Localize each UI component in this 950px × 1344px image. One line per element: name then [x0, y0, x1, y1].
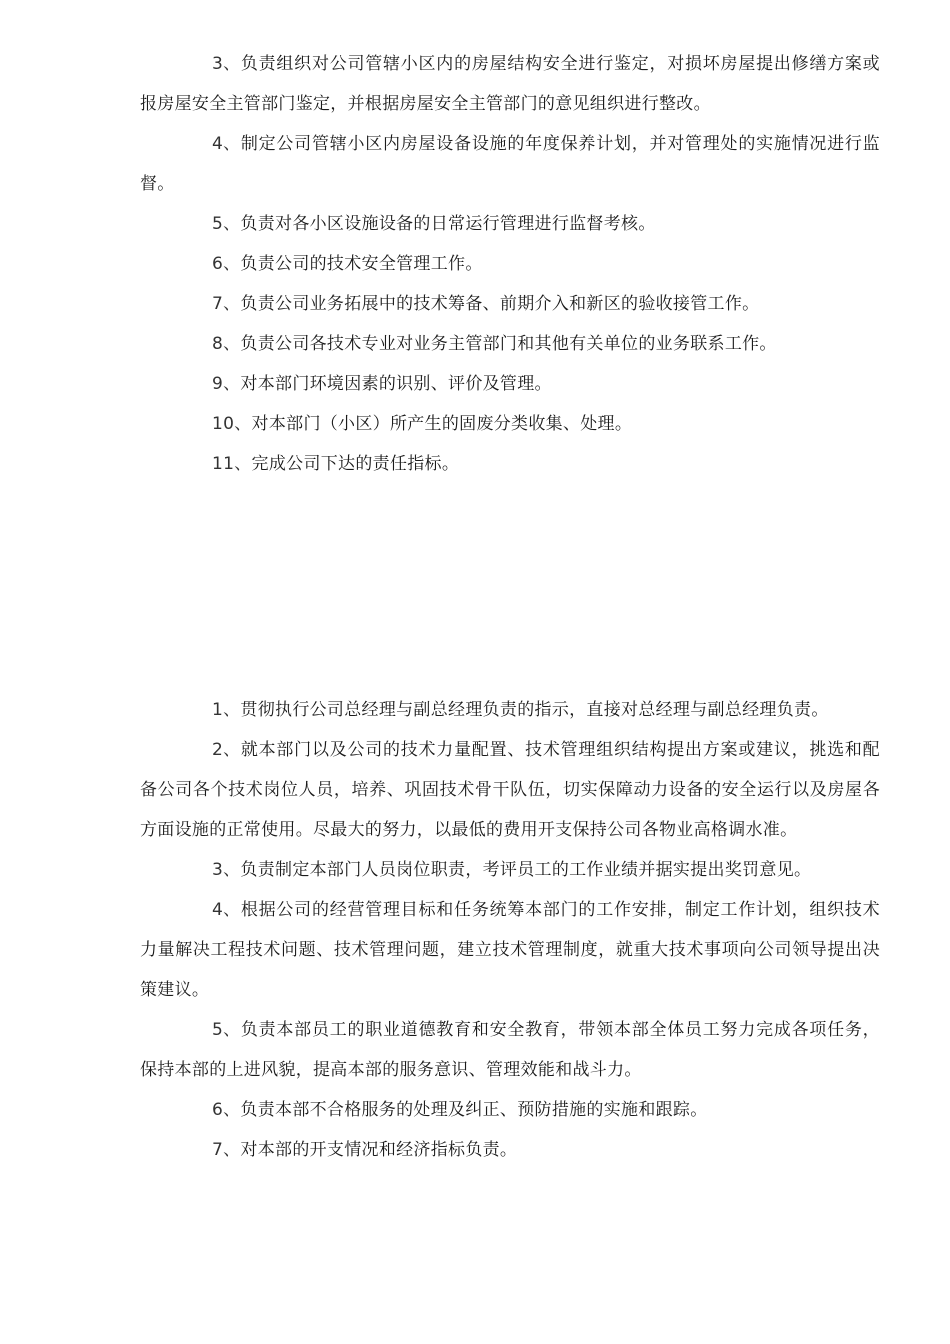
item-text: 对本部门（小区）所产生的固废分类收集、处理。: [251, 414, 633, 434]
item-text: 负责公司各技术专业对业务主管部门和其他有关单位的业务联系工作。: [240, 334, 777, 354]
list-item: [140, 890, 880, 1010]
item-number: 2、: [212, 740, 241, 760]
item-text: 对本部的开支情况和经济指标负责。: [240, 1140, 518, 1160]
list-item: [140, 444, 880, 484]
item-number: 6、: [212, 1100, 241, 1120]
item-text: 完成公司下达的责任指标。: [251, 454, 460, 474]
item-number: 3、: [212, 860, 241, 880]
list-item: [140, 730, 880, 850]
list-item: [140, 124, 880, 204]
responsibility-list-1: [140, 44, 880, 484]
item-text: 负责本部员工的职业道德教育和安全教育，带领本部全体员工努力完成各项任务，保持本部的上进风貌，提高本部的服务意识、管理效能和战斗力。: [140, 1020, 880, 1080]
item-text: 负责组织对公司管辖小区内的房屋结构安全进行鉴定，对损坏房屋提出修缮方案或报房屋安全主管部门鉴定，并根据房屋安全主管部门的意见组织进行整改。: [140, 54, 880, 114]
item-number: 11、: [212, 454, 252, 474]
item-text: 就本部门以及公司的技术力量配置、技术管理组织结构提出方案或建议，挑选和配备公司各个技术岗位人员，培养、巩固技术骨干队伍，切实保障动力设备的安全运行以及房屋各方面设施的正常使用。尽最大的努力，以最低的费用开支保持公司各物业高格调水准。: [140, 740, 880, 840]
item-text: 负责公司的技术安全管理工作。: [240, 254, 483, 274]
item-text: 制定公司管辖小区内房屋设备设施的年度保养计划，并对管理处的实施情况进行监督。: [140, 134, 880, 194]
item-number: 7、: [212, 1140, 241, 1160]
list-item: [140, 244, 880, 284]
item-number: 10、: [212, 414, 252, 434]
list-item: [140, 850, 880, 890]
item-number: 9、: [212, 374, 241, 394]
list-item: [140, 324, 880, 364]
list-item: [140, 1010, 880, 1090]
list-item: [140, 284, 880, 324]
list-item: [140, 44, 880, 124]
item-number: 3、: [212, 54, 241, 74]
list-item: [140, 364, 880, 404]
item-number: 4、: [212, 900, 241, 920]
item-text: 对本部门环境因素的识别、评价及管理。: [240, 374, 552, 394]
item-number: 5、: [212, 1020, 241, 1040]
item-text: 负责对各小区设施设备的日常运行管理进行监督考核。: [240, 214, 656, 234]
item-text: 根据公司的经营管理目标和任务统筹本部门的工作安排，制定工作计划，组织技术力量解决工程技术问题、技术管理问题，建立技术管理制度，就重大技术事项向公司领导提出决策建议。: [140, 900, 880, 1000]
item-number: 7、: [212, 294, 241, 314]
list-item: [140, 1130, 880, 1170]
item-number: 4、: [212, 134, 241, 154]
list-item: [140, 204, 880, 244]
list-item: [140, 690, 880, 730]
item-text: 贯彻执行公司总经理与副总经理负责的指示，直接对总经理与副总经理负责。: [240, 700, 829, 720]
list-item: [140, 404, 880, 444]
list-item: [140, 1090, 880, 1130]
item-number: 5、: [212, 214, 241, 234]
item-text: 负责制定本部门人员岗位职责，考评员工的工作业绩并据实提出奖罚意见。: [240, 860, 812, 880]
item-text: 负责公司业务拓展中的技术筹备、前期介入和新区的验收接管工作。: [240, 294, 760, 314]
item-number: 8、: [212, 334, 241, 354]
item-number: 6、: [212, 254, 241, 274]
responsibility-list-2: [140, 690, 880, 1170]
item-number: 1、: [212, 700, 241, 720]
item-text: 负责本部不合格服务的处理及纠正、预防措施的实施和跟踪。: [240, 1100, 708, 1120]
